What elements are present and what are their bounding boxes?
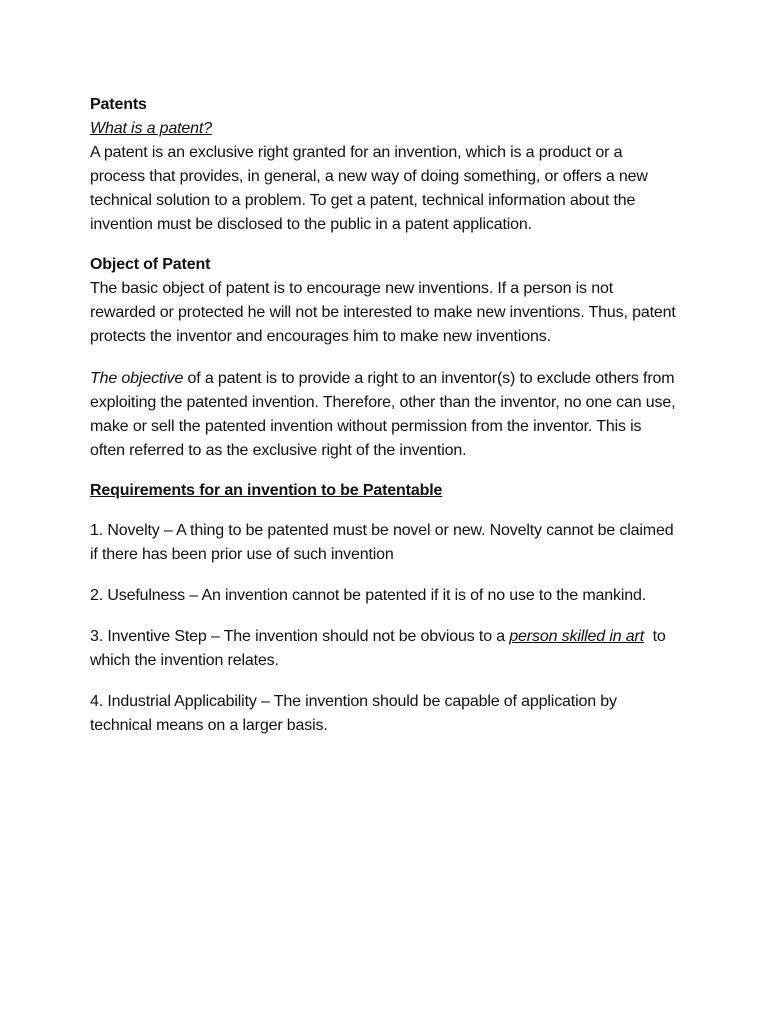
objective-text: of a patent is to provide a right to an inventor(s) to exclude others from exploiting the patented invention. Therefore, other than the inventor, no one can use, make or sell the patented invention without permission from the inventor. This is often referred to as the exclusive right of the invention. xyxy=(90,370,676,459)
requirement-inventive-step xyxy=(90,625,680,673)
inventive-emphasis: person skilled in art xyxy=(509,628,644,645)
document-subtitle: What is a patent? xyxy=(90,120,212,137)
objective-lead: The objective xyxy=(90,370,184,387)
document-title: Patents xyxy=(90,96,147,113)
requirement-novelty: 1. Novelty – A thing to be patented must be novel or new. Novelty cannot be claimed if there has been prior use of such invention xyxy=(90,522,674,563)
objective-paragraph xyxy=(90,367,680,463)
requirement-usefulness: 2. Usefulness – An invention cannot be patented if it is of no use to the mankind. xyxy=(90,587,647,604)
document-page xyxy=(90,93,680,738)
inventive-prefix: 3. Inventive Step – The invention should not be obvious to a xyxy=(90,628,510,645)
intro-paragraph: A patent is an exclusive right granted for an invention, which is a product or a process that provides, in general, a new way of doing something, or offers a new technical solution to a problem. To get a patent, technical information about the invention must be disclosed to the public in a patent application. xyxy=(90,144,648,233)
requirements-heading: Requirements for an invention to be Patentable xyxy=(90,482,443,499)
inventive-suffix: to which the invention relates. xyxy=(90,628,670,669)
object-heading: Object of Patent xyxy=(90,256,211,273)
object-paragraph: The basic object of patent is to encourage new inventions. If a person is not rewarded or protected he will not be interested to make new inventions. Thus, patent protects the inventor and encourages him to make new inventions. xyxy=(90,280,676,345)
requirement-industrial: 4. Industrial Applicability – The invention should be capable of application by technical means on a larger basis. xyxy=(90,693,617,734)
